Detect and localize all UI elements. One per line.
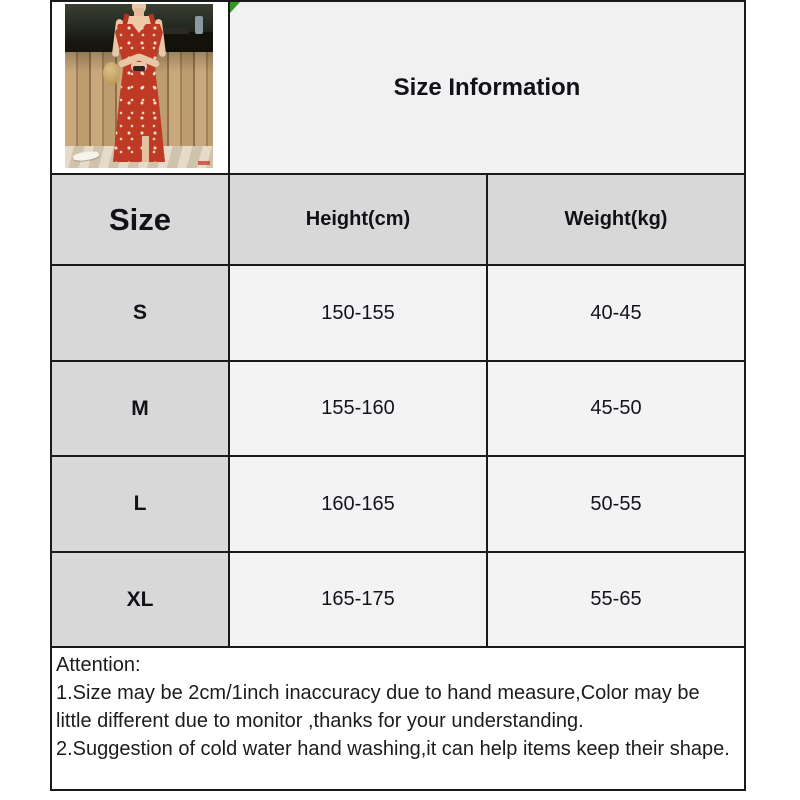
banner-title: Size Information	[393, 73, 581, 101]
banner-cell	[230, 2, 744, 173]
product-photo	[65, 4, 213, 168]
row-s-size-cell	[52, 266, 228, 360]
header-cell-weight	[488, 175, 744, 264]
size-label: L	[133, 492, 147, 515]
height-value: 150-155	[321, 301, 395, 324]
weight-value: 45-50	[590, 397, 642, 419]
model-figure	[109, 4, 169, 168]
header-label-size: Size	[108, 201, 172, 237]
row-m-size-cell	[52, 362, 228, 455]
row-xl-height-cell	[230, 553, 486, 646]
attention-note	[52, 648, 744, 789]
size-label: XL	[126, 587, 154, 611]
row-m-height-cell	[230, 362, 486, 455]
header-cell-size	[52, 175, 228, 264]
attention-line-1: 1.Size may be 2cm/1inch inaccuracy due to hand measure,Color may be little different due to monitor ,thanks for your understanding.	[56, 682, 700, 732]
height-value: 155-160	[321, 397, 395, 419]
row-s-weight-cell	[488, 266, 744, 360]
size-label: M	[131, 396, 149, 420]
row-l-weight-cell	[488, 457, 744, 551]
size-table	[50, 0, 746, 791]
header-cell-height	[230, 175, 486, 264]
height-value: 165-175	[321, 588, 395, 610]
attention-line-2: 2.Suggestion of cold water hand washing,it can help items keep their shape.	[56, 738, 730, 760]
attention-title: Attention:	[56, 654, 141, 676]
row-l-size-cell	[52, 457, 228, 551]
row-m-weight-cell	[488, 362, 744, 455]
sunglasses-icon	[133, 66, 145, 71]
row-l-height-cell	[230, 457, 486, 551]
photo-cell	[52, 2, 228, 173]
photo-watermark	[198, 161, 210, 165]
dress-slit-leg	[142, 136, 149, 162]
row-xl-size-cell	[52, 553, 228, 646]
corner-triangle-icon	[230, 2, 240, 13]
header-label-weight: Weight(kg)	[564, 208, 668, 230]
header-label-height: Height(cm)	[305, 208, 411, 230]
row-xl-weight-cell	[488, 553, 744, 646]
size-label: S	[132, 301, 147, 324]
weight-value: 50-55	[590, 492, 642, 515]
weight-value: 55-65	[590, 588, 642, 610]
counter-bottle-icon	[195, 16, 203, 34]
row-s-height-cell	[230, 266, 486, 360]
height-value: 160-165	[321, 492, 395, 515]
red-floral-dress	[113, 24, 165, 162]
weight-value: 40-45	[590, 301, 642, 324]
